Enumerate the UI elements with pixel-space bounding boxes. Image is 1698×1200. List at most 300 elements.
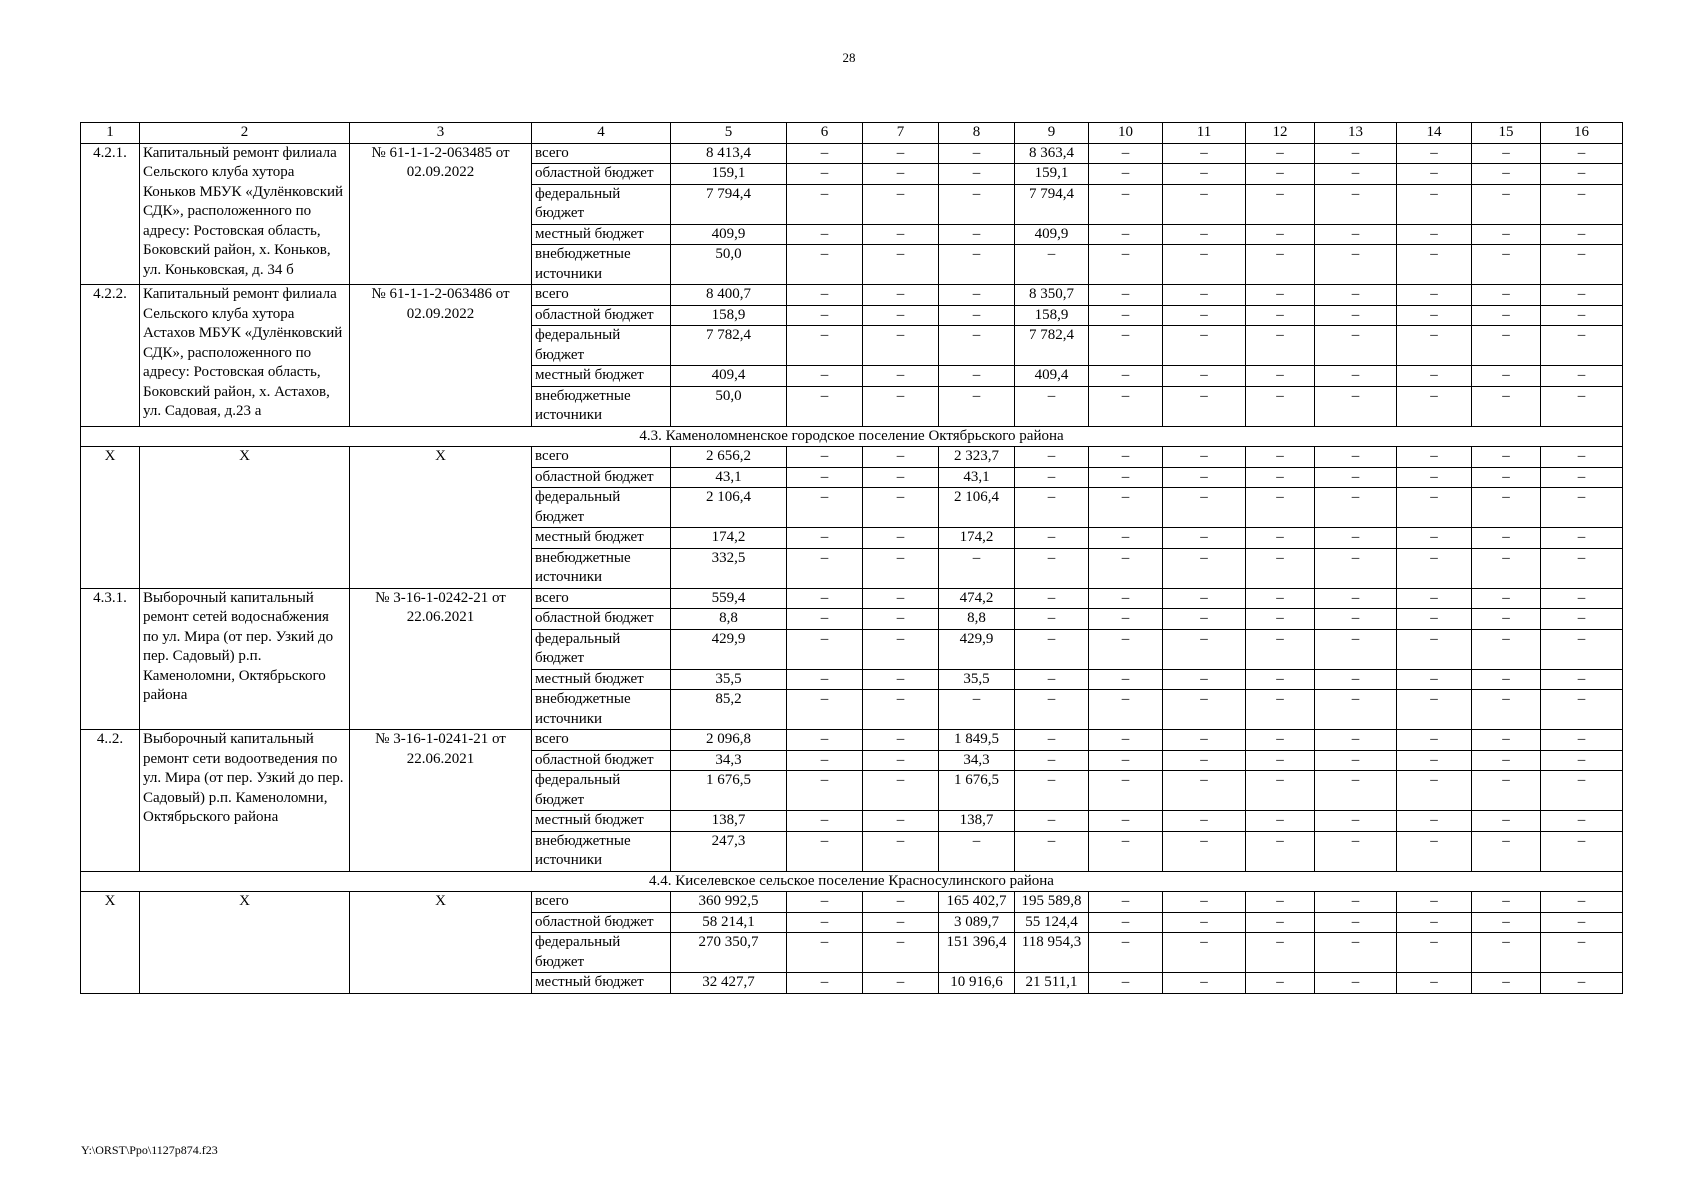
empty-value: – [1163, 285, 1246, 306]
empty-value: – [787, 548, 863, 588]
amount-value: 1 676,5 [671, 771, 787, 811]
amount-value: 2 096,8 [671, 730, 787, 751]
amount-value: 50,0 [671, 245, 787, 285]
empty-value: – [1089, 771, 1163, 811]
empty-value: – [1246, 224, 1315, 245]
empty-value: – [1163, 609, 1246, 630]
empty-value: – [1246, 366, 1315, 387]
item-name: Капитальный ремонт филиала Сельского клуба хутора Коньков МБУК «Дулёнковский СДК», расположенного по адресу: Ростовская область, Боковский район, х. Коньков, ул. Коньковская, д. 34 б [140, 143, 350, 285]
empty-value: – [1541, 811, 1623, 832]
empty-value: – [1246, 831, 1315, 871]
empty-value: – [1163, 245, 1246, 285]
empty-value: – [1089, 548, 1163, 588]
empty-value: – [1397, 811, 1472, 832]
empty-value: – [863, 447, 939, 468]
empty-value: – [1246, 326, 1315, 366]
amount-value: 35,5 [671, 669, 787, 690]
empty-value: – [1163, 305, 1246, 326]
amount-value: 165 402,7 [939, 892, 1015, 913]
empty-value: – [1015, 750, 1089, 771]
empty-value: – [1541, 224, 1623, 245]
funding-source: всего [532, 892, 671, 913]
item-name: Х [140, 892, 350, 994]
empty-value: – [939, 366, 1015, 387]
empty-value: – [1397, 245, 1472, 285]
empty-value: – [787, 669, 863, 690]
empty-value: – [1315, 447, 1397, 468]
empty-value: – [1089, 366, 1163, 387]
empty-value: – [1315, 285, 1397, 306]
empty-value: – [1472, 892, 1541, 913]
empty-value: – [863, 528, 939, 549]
empty-value: – [1163, 326, 1246, 366]
empty-value: – [939, 245, 1015, 285]
file-path-footer: Y:\ORST\Ppo\1127p874.f23 [81, 1143, 218, 1157]
empty-value: – [787, 366, 863, 387]
empty-value: – [1163, 973, 1246, 994]
empty-value: – [863, 285, 939, 306]
empty-value: – [863, 164, 939, 185]
empty-value: – [1246, 467, 1315, 488]
column-header: 3 [350, 123, 532, 144]
empty-value: – [1089, 285, 1163, 306]
empty-value: – [1089, 690, 1163, 730]
empty-value: – [1163, 669, 1246, 690]
empty-value: – [1541, 305, 1623, 326]
funding-source: областной бюджет [532, 467, 671, 488]
empty-value: – [1163, 224, 1246, 245]
empty-value: – [1315, 467, 1397, 488]
amount-value: 7 794,4 [671, 184, 787, 224]
empty-value: – [1472, 629, 1541, 669]
empty-value: – [1472, 184, 1541, 224]
empty-value: – [1472, 548, 1541, 588]
empty-value: – [1089, 488, 1163, 528]
funding-source: всего [532, 143, 671, 164]
amount-value: 8 413,4 [671, 143, 787, 164]
empty-value: – [1015, 831, 1089, 871]
empty-value: – [1089, 669, 1163, 690]
empty-value: – [1541, 973, 1623, 994]
empty-value: – [863, 690, 939, 730]
empty-value: – [1163, 629, 1246, 669]
column-header: 15 [1472, 123, 1541, 144]
amount-value: 34,3 [671, 750, 787, 771]
empty-value: – [1163, 730, 1246, 751]
amount-value: 8 350,7 [1015, 285, 1089, 306]
empty-value: – [863, 467, 939, 488]
empty-value: – [1315, 831, 1397, 871]
table-row [81, 892, 1623, 913]
empty-value: – [787, 750, 863, 771]
empty-value: – [1163, 488, 1246, 528]
empty-value: – [1089, 164, 1163, 185]
empty-value: – [787, 771, 863, 811]
amount-value: 7 782,4 [671, 326, 787, 366]
empty-value: – [1315, 305, 1397, 326]
empty-value: – [1089, 609, 1163, 630]
empty-value: – [1246, 669, 1315, 690]
amount-value: 85,2 [671, 690, 787, 730]
column-header: 10 [1089, 123, 1163, 144]
column-header: 7 [863, 123, 939, 144]
empty-value: – [1246, 629, 1315, 669]
amount-value: 32 427,7 [671, 973, 787, 994]
empty-value: – [1315, 892, 1397, 913]
empty-value: – [1089, 730, 1163, 751]
empty-value: – [1472, 285, 1541, 306]
amount-value: 270 350,7 [671, 933, 787, 973]
empty-value: – [1472, 811, 1541, 832]
empty-value: – [787, 245, 863, 285]
empty-value: – [1541, 831, 1623, 871]
amount-value: 43,1 [939, 467, 1015, 488]
empty-value: – [1315, 912, 1397, 933]
empty-value: – [1246, 488, 1315, 528]
empty-value: – [1472, 771, 1541, 811]
empty-value: – [1315, 609, 1397, 630]
empty-value: – [787, 690, 863, 730]
funding-source: областной бюджет [532, 750, 671, 771]
funding-source: федеральный бюджет [532, 326, 671, 366]
budget-table [80, 122, 1623, 994]
empty-value: – [1472, 366, 1541, 387]
empty-value: – [1246, 588, 1315, 609]
empty-value: – [1397, 184, 1472, 224]
empty-value: – [863, 609, 939, 630]
empty-value: – [1246, 811, 1315, 832]
empty-value: – [1315, 588, 1397, 609]
empty-value: – [1472, 467, 1541, 488]
amount-value: 2 106,4 [939, 488, 1015, 528]
empty-value: – [1246, 771, 1315, 811]
empty-value: – [1397, 467, 1472, 488]
empty-value: – [1541, 730, 1623, 751]
funding-source: местный бюджет [532, 669, 671, 690]
empty-value: – [1397, 912, 1472, 933]
empty-value: – [1246, 245, 1315, 285]
empty-value: – [1541, 750, 1623, 771]
empty-value: – [863, 629, 939, 669]
empty-value: – [1472, 690, 1541, 730]
amount-value: 409,9 [671, 224, 787, 245]
amount-value: 174,2 [671, 528, 787, 549]
empty-value: – [1397, 831, 1472, 871]
column-header: 13 [1315, 123, 1397, 144]
table-row [81, 285, 1623, 306]
empty-value: – [1246, 528, 1315, 549]
empty-value: – [787, 892, 863, 913]
funding-source: местный бюджет [532, 973, 671, 994]
empty-value: – [1541, 892, 1623, 913]
empty-value: – [1246, 184, 1315, 224]
empty-value: – [1541, 386, 1623, 426]
empty-value: – [1163, 912, 1246, 933]
empty-value: – [1472, 326, 1541, 366]
empty-value: – [863, 488, 939, 528]
amount-value: 7 782,4 [1015, 326, 1089, 366]
funding-source: местный бюджет [532, 528, 671, 549]
empty-value: – [1397, 669, 1472, 690]
empty-value: – [1089, 588, 1163, 609]
empty-value: – [1163, 184, 1246, 224]
funding-source: внебюджетные источники [532, 831, 671, 871]
empty-value: – [1472, 933, 1541, 973]
empty-value: – [1089, 933, 1163, 973]
empty-value: – [1015, 548, 1089, 588]
empty-value: – [1397, 285, 1472, 306]
empty-value: – [1541, 143, 1623, 164]
column-header: 6 [787, 123, 863, 144]
item-document: Х [350, 892, 532, 994]
empty-value: – [787, 488, 863, 528]
empty-value: – [1163, 588, 1246, 609]
empty-value: – [939, 548, 1015, 588]
item-number: 4..2. [81, 730, 140, 872]
empty-value: – [1089, 224, 1163, 245]
funding-source: федеральный бюджет [532, 184, 671, 224]
empty-value: – [1015, 669, 1089, 690]
empty-value: – [863, 386, 939, 426]
empty-value: – [1089, 750, 1163, 771]
empty-value: – [1315, 933, 1397, 973]
funding-source: внебюджетные источники [532, 548, 671, 588]
empty-value: – [1315, 730, 1397, 751]
empty-value: – [939, 224, 1015, 245]
empty-value: – [1163, 548, 1246, 588]
section-row [81, 426, 1623, 447]
empty-value: – [1472, 488, 1541, 528]
funding-source: всего [532, 730, 671, 751]
amount-value: 43,1 [671, 467, 787, 488]
empty-value: – [1472, 528, 1541, 549]
section-row [81, 871, 1623, 892]
item-number: 4.2.1. [81, 143, 140, 285]
empty-value: – [1541, 771, 1623, 811]
amount-value: 7 794,4 [1015, 184, 1089, 224]
amount-value: 55 124,4 [1015, 912, 1089, 933]
amount-value: 58 214,1 [671, 912, 787, 933]
empty-value: – [787, 811, 863, 832]
funding-source: всего [532, 447, 671, 468]
empty-value: – [1541, 629, 1623, 669]
table-row [81, 143, 1623, 164]
empty-value: – [1397, 548, 1472, 588]
empty-value: – [787, 933, 863, 973]
empty-value: – [787, 326, 863, 366]
empty-value: – [787, 184, 863, 224]
empty-value: – [1163, 447, 1246, 468]
amount-value: 138,7 [939, 811, 1015, 832]
column-header: 2 [140, 123, 350, 144]
item-number: 4.2.2. [81, 285, 140, 427]
empty-value: – [787, 730, 863, 751]
empty-value: – [1315, 690, 1397, 730]
empty-value: – [1397, 528, 1472, 549]
item-name: Х [140, 447, 350, 589]
empty-value: – [1472, 831, 1541, 871]
empty-value: – [1089, 386, 1163, 426]
empty-value: – [1246, 750, 1315, 771]
item-document: Х [350, 447, 532, 589]
funding-source: областной бюджет [532, 164, 671, 185]
empty-value: – [1472, 588, 1541, 609]
funding-source: внебюджетные источники [532, 245, 671, 285]
empty-value: – [1397, 143, 1472, 164]
empty-value: – [1246, 386, 1315, 426]
amount-value: 559,4 [671, 588, 787, 609]
empty-value: – [1315, 386, 1397, 426]
funding-source: областной бюджет [532, 912, 671, 933]
empty-value: – [1397, 447, 1472, 468]
empty-value: – [1541, 488, 1623, 528]
amount-value: 2 323,7 [939, 447, 1015, 468]
amount-value: 247,3 [671, 831, 787, 871]
empty-value: – [1015, 588, 1089, 609]
empty-value: – [1315, 771, 1397, 811]
empty-value: – [1472, 164, 1541, 185]
empty-value: – [1541, 588, 1623, 609]
empty-value: – [1315, 326, 1397, 366]
empty-value: – [787, 467, 863, 488]
empty-value: – [1541, 548, 1623, 588]
empty-value: – [1541, 184, 1623, 224]
amount-value: 332,5 [671, 548, 787, 588]
empty-value: – [1397, 750, 1472, 771]
empty-value: – [1397, 609, 1472, 630]
empty-value: – [787, 973, 863, 994]
funding-source: федеральный бюджет [532, 488, 671, 528]
funding-source: федеральный бюджет [532, 771, 671, 811]
empty-value: – [1015, 730, 1089, 751]
empty-value: – [1397, 488, 1472, 528]
empty-value: – [863, 973, 939, 994]
empty-value: – [787, 831, 863, 871]
empty-value: – [1541, 528, 1623, 549]
empty-value: – [863, 588, 939, 609]
item-name: Выборочный капитальный ремонт сети водоотведения по ул. Мира (от пер. Узкий до пер. Садовый) р.п. Каменоломни, Октябрьского района [140, 730, 350, 872]
empty-value: – [1089, 831, 1163, 871]
empty-value: – [1315, 184, 1397, 224]
empty-value: – [1015, 771, 1089, 811]
funding-source: областной бюджет [532, 305, 671, 326]
empty-value: – [863, 912, 939, 933]
empty-value: – [1246, 447, 1315, 468]
empty-value: – [1089, 184, 1163, 224]
amount-value: 34,3 [939, 750, 1015, 771]
empty-value: – [1397, 973, 1472, 994]
amount-value: 195 589,8 [1015, 892, 1089, 913]
empty-value: – [939, 690, 1015, 730]
section-title: 4.4. Киселевское сельское поселение Красносулинского района [81, 871, 1623, 892]
empty-value: – [1397, 892, 1472, 913]
empty-value: – [1163, 528, 1246, 549]
empty-value: – [1246, 730, 1315, 751]
empty-value: – [787, 629, 863, 669]
empty-value: – [1015, 690, 1089, 730]
empty-value: – [1397, 629, 1472, 669]
empty-value: – [1246, 933, 1315, 973]
amount-value: 360 992,5 [671, 892, 787, 913]
empty-value: – [939, 184, 1015, 224]
empty-value: – [863, 831, 939, 871]
empty-value: – [1246, 548, 1315, 588]
amount-value: 2 656,2 [671, 447, 787, 468]
amount-value: 21 511,1 [1015, 973, 1089, 994]
empty-value: – [1015, 245, 1089, 285]
amount-value: 159,1 [1015, 164, 1089, 185]
amount-value: 138,7 [671, 811, 787, 832]
empty-value: – [1472, 669, 1541, 690]
amount-value: 409,9 [1015, 224, 1089, 245]
empty-value: – [1163, 366, 1246, 387]
empty-value: – [1163, 386, 1246, 426]
empty-value: – [1163, 933, 1246, 973]
empty-value: – [1015, 467, 1089, 488]
amount-value: 8 363,4 [1015, 143, 1089, 164]
empty-value: – [1541, 912, 1623, 933]
empty-value: – [1089, 326, 1163, 366]
empty-value: – [1541, 933, 1623, 973]
empty-value: – [1397, 933, 1472, 973]
empty-value: – [1015, 609, 1089, 630]
empty-value: – [863, 730, 939, 751]
empty-value: – [863, 184, 939, 224]
funding-source: всего [532, 588, 671, 609]
funding-source: внебюджетные источники [532, 690, 671, 730]
empty-value: – [787, 386, 863, 426]
empty-value: – [863, 669, 939, 690]
empty-value: – [1397, 164, 1472, 185]
empty-value: – [787, 224, 863, 245]
empty-value: – [1541, 326, 1623, 366]
empty-value: – [1089, 892, 1163, 913]
empty-value: – [1472, 245, 1541, 285]
amount-value: 2 106,4 [671, 488, 787, 528]
table-row [81, 447, 1623, 468]
item-document: № 3-16-1-0241-21 от 22.06.2021 [350, 730, 532, 872]
empty-value: – [1089, 528, 1163, 549]
empty-value: – [1472, 305, 1541, 326]
empty-value: – [1246, 973, 1315, 994]
empty-value: – [1397, 771, 1472, 811]
empty-value: – [787, 609, 863, 630]
empty-value: – [863, 245, 939, 285]
empty-value: – [1397, 386, 1472, 426]
empty-value: – [1472, 973, 1541, 994]
empty-value: – [787, 285, 863, 306]
amount-value: 429,9 [939, 629, 1015, 669]
empty-value: – [1397, 690, 1472, 730]
empty-value: – [1541, 164, 1623, 185]
empty-value: – [1315, 366, 1397, 387]
empty-value: – [1163, 771, 1246, 811]
empty-value: – [1163, 467, 1246, 488]
item-number: Х [81, 447, 140, 589]
empty-value: – [1089, 245, 1163, 285]
empty-value: – [939, 305, 1015, 326]
empty-value: – [1315, 164, 1397, 185]
empty-value: – [787, 528, 863, 549]
empty-value: – [1315, 669, 1397, 690]
empty-value: – [1541, 690, 1623, 730]
item-number: 4.3.1. [81, 588, 140, 730]
item-name: Капитальный ремонт филиала Сельского клуба хутора Астахов МБУК «Дулёнковский СДК», расположенного по адресу: Ростовская область, Боковский район, х. Астахов, ул. Садовая, д.23 а [140, 285, 350, 427]
empty-value: – [1541, 609, 1623, 630]
table-row [81, 588, 1623, 609]
empty-value: – [1089, 467, 1163, 488]
empty-value: – [1015, 629, 1089, 669]
